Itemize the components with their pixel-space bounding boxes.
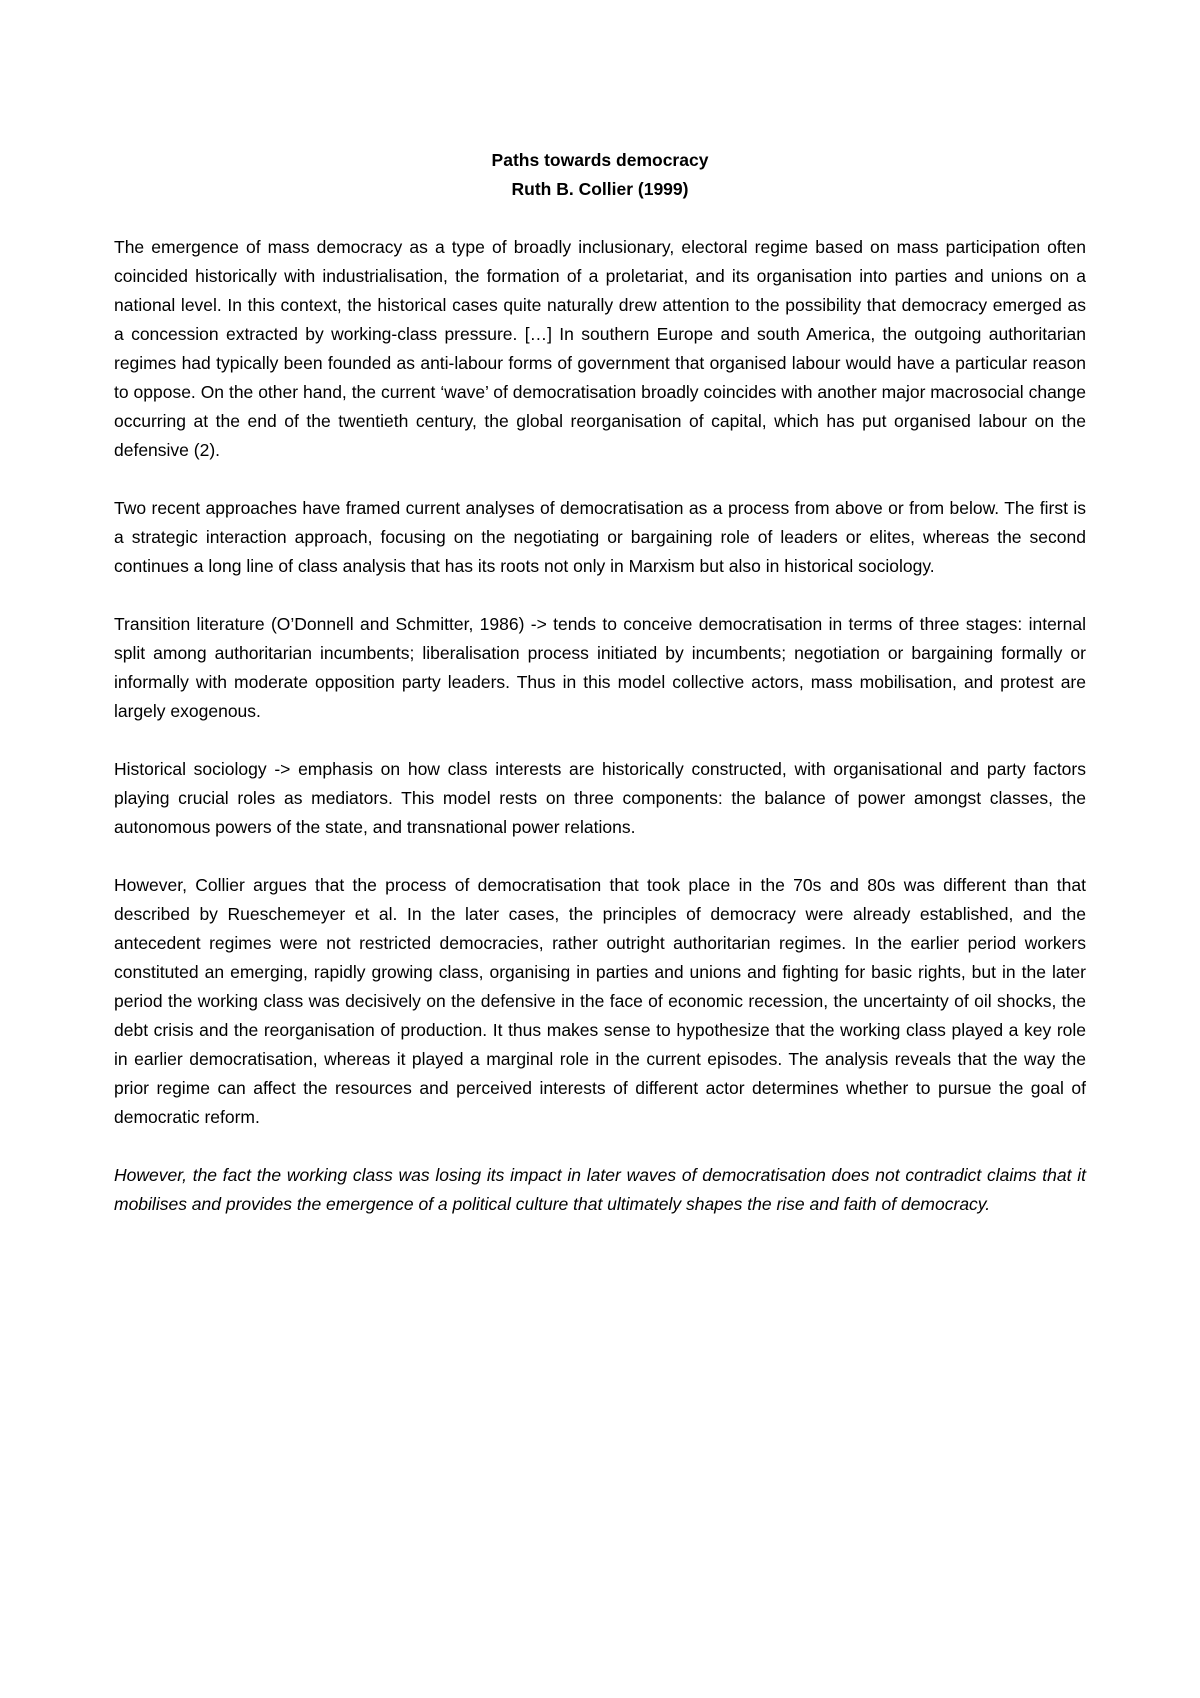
paragraph-closing-remark: However, the fact the working class was losing its impact in later waves of democratisation does not contradict claims that it mobilises and provides the emergence of a political culture that ultimately shapes the rise and faith of democracy.: [114, 1165, 1086, 1214]
document-body: [114, 146, 1086, 1248]
paragraph-transition-literature: Transition literature (O’Donnell and Schmitter, 1986) -> tends to conceive democratisation in terms of three stages: internal split among authoritarian incumbents; liberalisation process initiated by incumbents; negotiation or bargaining formally or informally with moderate opposition party leaders. Thus in this model collective actors, mass mobilisation, and protest are largely exogenous.: [114, 614, 1086, 721]
paragraph-historical-sociology: Historical sociology -> emphasis on how class interests are historically constructed, with organisational and party factors playing crucial roles as mediators. This model rests on three components: the balance of power amongst classes, the autonomous powers of the state, and transnational power relations.: [114, 759, 1086, 837]
paragraph-emergence-of-mass-democracy: The emergence of mass democracy as a type of broadly inclusionary, electoral regime based on mass participation often coincided historically with industrialisation, the formation of a proletariat, and its organisation into parties and unions on a national level. In this context, the historical cases quite naturally drew attention to the possibility that democracy emerged as a concession extracted by working-class pressure. […] In southern Europe and south America, the outgoing authoritarian regimes had typically been founded as anti-labour forms of government that organised labour would have a particular reason to oppose. On the other hand, the current ‘wave’ of democratisation broadly coincides with another major macrosocial change occurring at the end of the twentieth century, the global reorganisation of capital, which has put organised labour on the defensive (2).: [114, 237, 1086, 460]
paragraph-two-approaches: Two recent approaches have framed current analyses of democratisation as a process from above or from below. The first is a strategic interaction approach, focusing on the negotiating or bargaining role of leaders or elites, whereas the second continues a long line of class analysis that has its roots not only in Marxism but also in historical sociology.: [114, 498, 1086, 576]
document-title: Paths towards democracy: [491, 150, 709, 170]
document-author: Ruth B. Collier (1999): [511, 179, 689, 199]
paragraph-collier-argument: However, Collier argues that the process of democratisation that took place in the 70s and 80s was different than that described by Rueschemeyer et al. In the later cases, the principles of democracy were already established, and the antecedent regimes were not restricted democracies, rather outright authoritarian regimes. In the earlier period workers constituted an emerging, rapidly growing class, organising in parties and unions and fighting for basic rights, but in the later period the working class was decisively on the defensive in the face of economic recession, the uncertainty of oil shocks, the debt crisis and the reorganisation of production. It thus makes sense to hypothesize that the working class played a key role in earlier democratisation, whereas it played a marginal role in the current episodes. The analysis reveals that the way the prior regime can affect the resources and perceived interests of different actor determines whether to pursue the goal of democratic reform.: [114, 875, 1086, 1127]
